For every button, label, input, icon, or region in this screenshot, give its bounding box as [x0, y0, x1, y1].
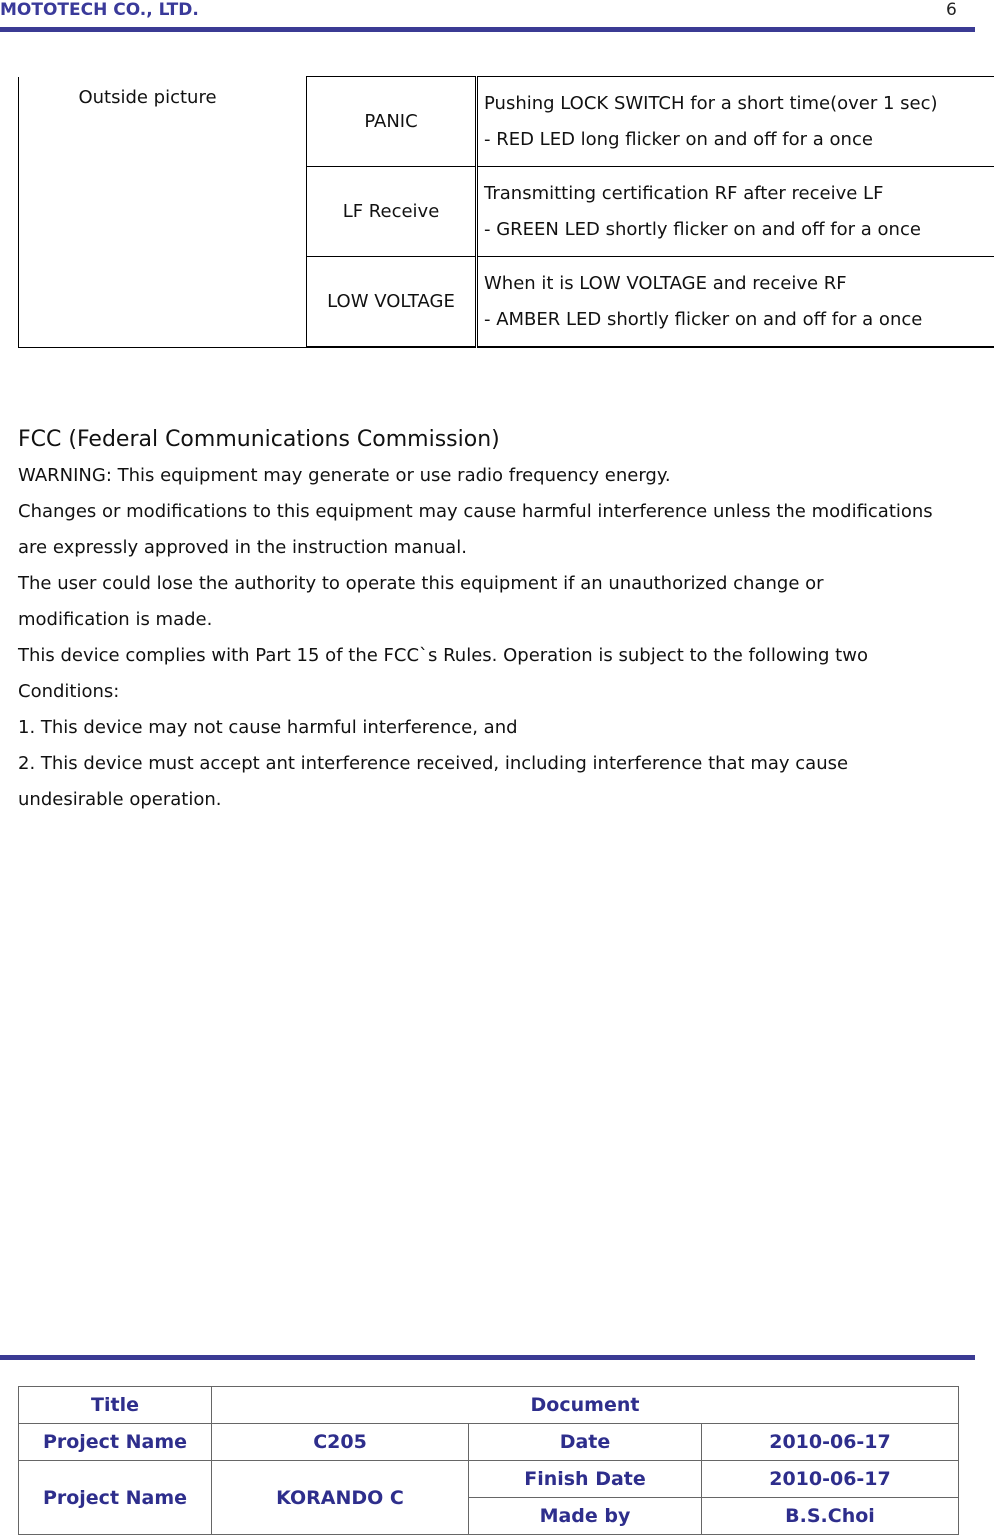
header-rule: [0, 27, 975, 32]
made-by-value: B.S.Choi: [702, 1498, 959, 1535]
table-row: [19, 1424, 959, 1461]
outside-picture-label: Outside picture: [78, 86, 217, 108]
company-name: MOTOTECH CO., LTD.: [0, 0, 199, 20]
footer-rule: [0, 1355, 975, 1360]
description-line: Pushing LOCK SWITCH for a short time(over 1 sec): [484, 92, 938, 114]
description-line: - RED LED long flicker on and off for a once: [484, 128, 873, 150]
project-name-value: KORANDO C: [212, 1461, 469, 1535]
description-line: - AMBER LED shortly flicker on and off for a once: [484, 308, 923, 330]
project-name-label: Project Name: [19, 1424, 212, 1461]
fcc-line: Changes or modifications to this equipment may cause harmful interference unless the modifications: [18, 501, 933, 522]
fcc-line: undesirable operation.: [18, 789, 222, 810]
document-info-table: [18, 1386, 959, 1535]
led-indicator-table: [18, 76, 994, 348]
description-cell: [477, 167, 994, 257]
finish-date-label: Finish Date: [469, 1461, 702, 1498]
title-value: Document: [212, 1387, 959, 1424]
date-label: Date: [469, 1424, 702, 1461]
table-row: [19, 1387, 959, 1424]
description-line: - GREEN LED shortly flicker on and off for a once: [484, 218, 921, 240]
outside-picture-cell: [19, 77, 307, 348]
project-name-label: Project Name: [19, 1461, 212, 1535]
description-line: When it is LOW VOLTAGE and receive RF: [484, 272, 847, 294]
fcc-line: Conditions:: [18, 681, 120, 702]
page-number: 6: [946, 0, 957, 20]
fcc-line: modification is made.: [18, 609, 213, 630]
fcc-line: This device complies with Part 15 of the FCC`s Rules. Operation is subject to the following two: [18, 645, 868, 666]
fcc-line: The user could lose the authority to operate this equipment if an unauthorized change or: [18, 573, 824, 594]
description-cell: [477, 77, 994, 167]
fcc-line: are expressly approved in the instruction manual.: [18, 537, 467, 558]
description-line: Transmitting certification RF after receive LF: [484, 182, 884, 204]
mode-low-voltage: LOW VOLTAGE: [307, 257, 477, 348]
fcc-line: 2. This device must accept ant interference received, including interference that may cause: [18, 753, 849, 774]
fcc-line: 1. This device may not cause harmful interference, and: [18, 717, 518, 738]
mode-panic: PANIC: [307, 77, 477, 167]
description-cell: [477, 257, 994, 348]
project-code-value: C205: [212, 1424, 469, 1461]
fcc-title: FCC (Federal Communications Commission): [18, 427, 500, 452]
fcc-line: WARNING: This equipment may generate or use radio frequency energy.: [18, 465, 671, 486]
date-value: 2010-06-17: [702, 1424, 959, 1461]
table-row: [19, 77, 994, 167]
finish-date-value: 2010-06-17: [702, 1461, 959, 1498]
made-by-label: Made by: [469, 1498, 702, 1535]
table-row: [19, 1461, 959, 1498]
title-label: Title: [19, 1387, 212, 1424]
fcc-section: [18, 422, 978, 818]
mode-lf-receive: LF Receive: [307, 167, 477, 257]
